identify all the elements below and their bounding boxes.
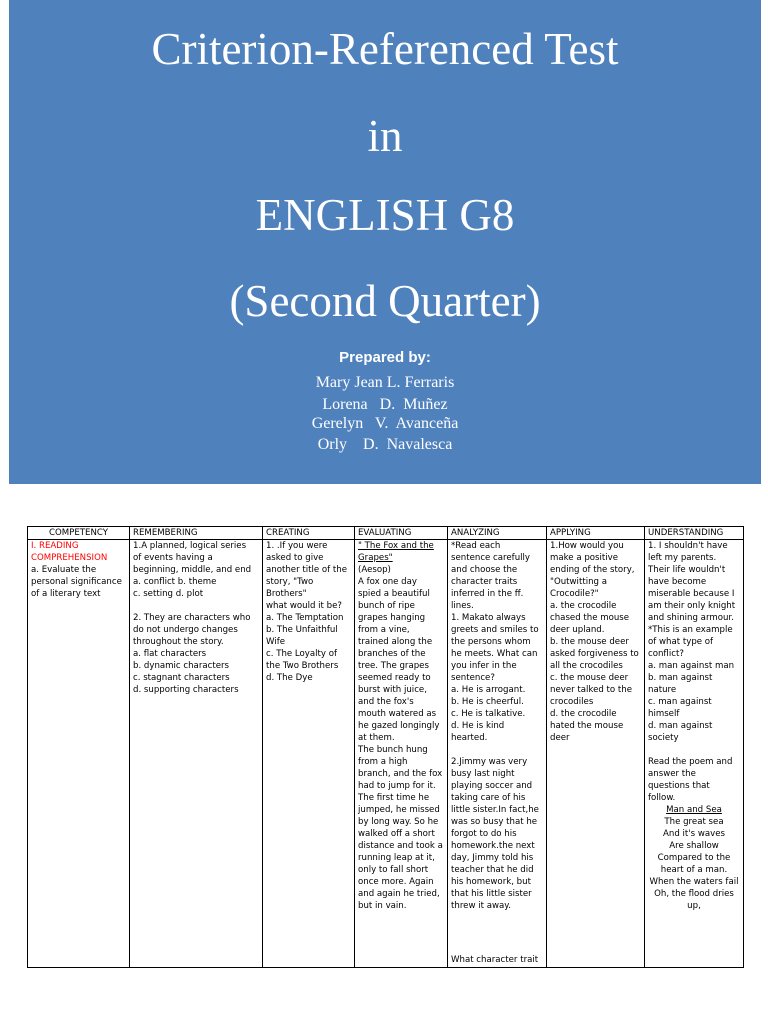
text-line: The great sea bbox=[664, 817, 724, 827]
text-line: a. man against man bbox=[648, 661, 735, 671]
title-line-1: Criterion-Referenced Test bbox=[151, 24, 619, 74]
text-line: " The Fox and the bbox=[358, 541, 434, 551]
text-line: c. the mouse deer bbox=[550, 673, 629, 683]
cell-analyzing bbox=[448, 540, 547, 968]
title-line-3: ENGLISH G8 bbox=[255, 190, 515, 240]
text-line: A fox one day bbox=[358, 577, 417, 587]
text-line: a. conflict b. theme bbox=[133, 577, 217, 587]
text-line: 1. Makato always bbox=[451, 613, 526, 623]
cell-competency bbox=[28, 540, 130, 968]
cell-evaluating bbox=[355, 540, 448, 968]
text-line: of what type of bbox=[648, 637, 714, 647]
text-line: from a high bbox=[358, 757, 408, 767]
text-line: threw it away. bbox=[451, 901, 511, 911]
text-line: Grapes" bbox=[358, 553, 393, 563]
text-line: b. dynamic characters bbox=[133, 661, 230, 671]
text-line: branch, and the fox bbox=[358, 769, 443, 779]
text-line: And it's waves bbox=[663, 829, 725, 839]
text-line: burst with juice, bbox=[358, 685, 427, 695]
text-line: "Outwitting a bbox=[550, 577, 607, 587]
text-line: bunch of ripe bbox=[358, 601, 415, 611]
cell-creating bbox=[263, 540, 355, 968]
text-line: teacher that he did bbox=[451, 865, 534, 875]
table-row bbox=[28, 540, 744, 968]
text-line: Are shallow bbox=[669, 841, 719, 851]
text-line: left my parents. bbox=[648, 553, 717, 563]
text-line: Their life wouldn't bbox=[648, 565, 726, 575]
text-line: spied a beautiful bbox=[358, 589, 430, 599]
text-line: and again he tried, bbox=[358, 889, 440, 899]
text-line: and shining armour. bbox=[648, 613, 734, 623]
author-4: Orly D. Navalesca bbox=[317, 436, 453, 453]
fable-text bbox=[358, 564, 444, 912]
text-line: you infer in the bbox=[451, 661, 517, 671]
author-1: Mary Jean L. Ferraris bbox=[315, 374, 455, 391]
text-line: have become bbox=[648, 577, 707, 587]
table-of-specifications bbox=[27, 526, 744, 968]
text-line: distance and took a bbox=[358, 841, 443, 851]
text-line: When the waters fail bbox=[649, 877, 739, 887]
text-line: tree. The grapes bbox=[358, 661, 429, 671]
cell-remembering bbox=[130, 540, 263, 968]
text-line: trained along the bbox=[358, 637, 433, 647]
text-line: hearted. bbox=[451, 733, 488, 743]
text-line: questions that bbox=[648, 781, 710, 791]
text-line: by long way. So he bbox=[358, 817, 439, 827]
fable-title bbox=[358, 540, 444, 564]
text-line: hated the mouse bbox=[550, 721, 624, 731]
text-line: was so busy that he bbox=[451, 817, 538, 827]
text-line: that his little sister bbox=[451, 889, 532, 899]
text-line: taking care of his bbox=[451, 793, 526, 803]
text-line: running leap at it, bbox=[358, 853, 435, 863]
applying-item-1 bbox=[550, 540, 641, 744]
text-line: little sister.In fact,he bbox=[451, 805, 539, 815]
text-line: forgot to do his bbox=[451, 829, 517, 839]
header-competency: COMPETENCY bbox=[28, 527, 130, 540]
competency-text-line: personal significance bbox=[31, 577, 122, 587]
remembering-item-2 bbox=[133, 612, 259, 696]
text-line: of events having a bbox=[133, 553, 213, 563]
text-line: 1. I shouldn't have bbox=[648, 541, 728, 551]
creating-item-1 bbox=[266, 540, 351, 684]
text-line: conflict? bbox=[648, 649, 684, 659]
text-line: am their only knight bbox=[648, 601, 736, 611]
text-line: lines. bbox=[451, 601, 474, 611]
text-line: b. man against bbox=[648, 673, 713, 683]
header-evaluating: EVALUATING bbox=[355, 527, 448, 540]
text-line: a. the crocodile bbox=[550, 601, 617, 611]
text-line: follow. bbox=[648, 793, 676, 803]
text-line: and choose the bbox=[451, 565, 518, 575]
text-line: himself bbox=[648, 709, 680, 719]
understanding-item-2 bbox=[648, 756, 740, 804]
text-line: deer bbox=[550, 733, 570, 743]
cell-understanding bbox=[645, 540, 744, 968]
text-line: throughout the story. bbox=[133, 637, 224, 647]
text-line: the Two Brothers bbox=[266, 661, 339, 671]
text-line: mouth watered as bbox=[358, 709, 437, 719]
text-line: another title of the bbox=[266, 565, 347, 575]
text-line: asked to give bbox=[266, 553, 324, 563]
text-line: from a vine, bbox=[358, 625, 410, 635]
text-line: asked forgiveness to bbox=[550, 649, 639, 659]
text-line: never talked to the bbox=[550, 685, 633, 695]
text-line: story, "Two bbox=[266, 577, 314, 587]
poem-title: Man and Sea bbox=[666, 805, 722, 815]
author-3: Gerelyn V. Avanceña bbox=[311, 415, 459, 432]
text-line: b. He is cheerful. bbox=[451, 697, 524, 707]
competency-heading-line: COMPREHENSION bbox=[31, 553, 108, 563]
text-line: c. The Loyalty of bbox=[266, 649, 338, 659]
text-line: c. stagnant characters bbox=[133, 673, 230, 683]
text-line: 1.A planned, logical series bbox=[133, 541, 247, 551]
text-line: greets and smiles to bbox=[451, 625, 539, 635]
text-line: a. The Temptation bbox=[266, 613, 344, 623]
poem-text bbox=[648, 816, 740, 912]
text-line: b. The Unfaithful bbox=[266, 625, 338, 635]
analyzing-item-1 bbox=[451, 540, 543, 744]
text-line: make a positive bbox=[550, 553, 619, 563]
text-line: branches of the bbox=[358, 649, 426, 659]
remembering-item-1 bbox=[133, 540, 259, 600]
text-line: 2. They are characters who bbox=[133, 613, 251, 623]
text-line: nature bbox=[648, 685, 677, 695]
header-applying: APPLYING bbox=[547, 527, 645, 540]
text-line: Read the poem and bbox=[648, 757, 733, 767]
analyzing-question-continued: What character trait bbox=[451, 955, 539, 965]
header-remembering: REMEMBERING bbox=[130, 527, 263, 540]
text-line: Crocodile?" bbox=[550, 589, 599, 599]
title-line-4: (Second Quarter) bbox=[229, 276, 541, 326]
text-line: had to jump for it. bbox=[358, 781, 436, 791]
text-line: ending of the story, bbox=[550, 565, 635, 575]
competency-text-line: of a literary text bbox=[31, 589, 101, 599]
text-line: walked off a short bbox=[358, 829, 435, 839]
text-line: jumped, he missed bbox=[358, 805, 440, 815]
header-creating: CREATING bbox=[263, 527, 355, 540]
text-line: playing soccer and bbox=[451, 781, 533, 791]
text-line: sentence? bbox=[451, 673, 495, 683]
text-line: only to fall short bbox=[358, 865, 429, 875]
text-line: he meets. What can bbox=[451, 649, 538, 659]
text-line: busy last night bbox=[451, 769, 515, 779]
text-line: answer the bbox=[648, 769, 696, 779]
text-line: what would it be? bbox=[266, 601, 342, 611]
competency-text-line: a. Evaluate the bbox=[31, 565, 97, 575]
header-understanding: UNDERSTANDING bbox=[645, 527, 744, 540]
text-line: Oh, the flood dries bbox=[654, 889, 734, 899]
text-line: inferred in the ff. bbox=[451, 589, 524, 599]
text-line: at them. bbox=[358, 733, 395, 743]
text-line: homework.the next bbox=[451, 841, 535, 851]
text-line: deer upland. bbox=[550, 625, 605, 635]
analyzing-item-2 bbox=[451, 756, 543, 912]
text-line: 2.Jimmy was very bbox=[451, 757, 528, 767]
text-line: and the fox's bbox=[358, 697, 414, 707]
text-line: Wife bbox=[266, 637, 286, 647]
text-line: d. the crocodile bbox=[550, 709, 617, 719]
text-line: c. setting d. plot bbox=[133, 589, 204, 599]
text-line: c. He is talkative. bbox=[451, 709, 526, 719]
text-line: once more. Again bbox=[358, 877, 434, 887]
text-line: c. man against bbox=[648, 697, 712, 707]
text-line: his homework, but bbox=[451, 877, 531, 887]
text-line: do not undergo changes bbox=[133, 625, 238, 635]
text-line: character traits bbox=[451, 577, 518, 587]
text-line: *Read each bbox=[451, 541, 501, 551]
text-line: Brothers" bbox=[266, 589, 307, 599]
text-line: but in vain. bbox=[358, 901, 407, 911]
text-line: a. He is arrogant. bbox=[451, 685, 526, 695]
cover-banner bbox=[9, 0, 761, 484]
text-line: sentence carefully bbox=[451, 553, 531, 563]
text-line: society bbox=[648, 733, 679, 743]
text-line: seemed ready to bbox=[358, 673, 431, 683]
understanding-item-1 bbox=[648, 540, 740, 744]
text-line: he gazed longingly bbox=[358, 721, 440, 731]
text-line: crocodiles bbox=[550, 697, 594, 707]
text-line: 1. .If you were bbox=[266, 541, 328, 551]
text-line: The first time he bbox=[358, 793, 430, 803]
text-line: The bunch hung bbox=[358, 745, 428, 755]
title-line-2: in bbox=[367, 111, 403, 161]
competency-heading-line: I. READING bbox=[31, 541, 79, 551]
text-line: 1.How would you bbox=[550, 541, 624, 551]
text-line: all the crocodiles bbox=[550, 661, 623, 671]
table-header-row bbox=[28, 527, 744, 540]
text-line: grapes hanging bbox=[358, 613, 426, 623]
text-line: (Aesop) bbox=[358, 565, 391, 575]
text-line: heart of a man. bbox=[660, 865, 728, 875]
text-line: day, Jimmy told his bbox=[451, 853, 534, 863]
text-line: miserable because I bbox=[648, 589, 735, 599]
text-line: d. man against bbox=[648, 721, 713, 731]
author-2: Lorena D. Muñez bbox=[322, 396, 448, 413]
text-line: the persons whom bbox=[451, 637, 531, 647]
prepared-by-label: Prepared by: bbox=[339, 349, 431, 366]
text-line: d. supporting characters bbox=[133, 685, 239, 695]
text-line: chased the mouse bbox=[550, 613, 630, 623]
text-line: b. the mouse deer bbox=[550, 637, 629, 647]
text-line: a. flat characters bbox=[133, 649, 207, 659]
text-line: *This is an example bbox=[648, 625, 733, 635]
cell-applying bbox=[547, 540, 645, 968]
text-line: beginning, middle, and end bbox=[133, 565, 252, 575]
text-line: up, bbox=[687, 901, 701, 911]
header-analyzing: ANALYZING bbox=[448, 527, 547, 540]
text-line: d. He is kind bbox=[451, 721, 505, 731]
text-line: Compared to the bbox=[657, 853, 731, 863]
text-line: d. The Dye bbox=[266, 673, 313, 683]
